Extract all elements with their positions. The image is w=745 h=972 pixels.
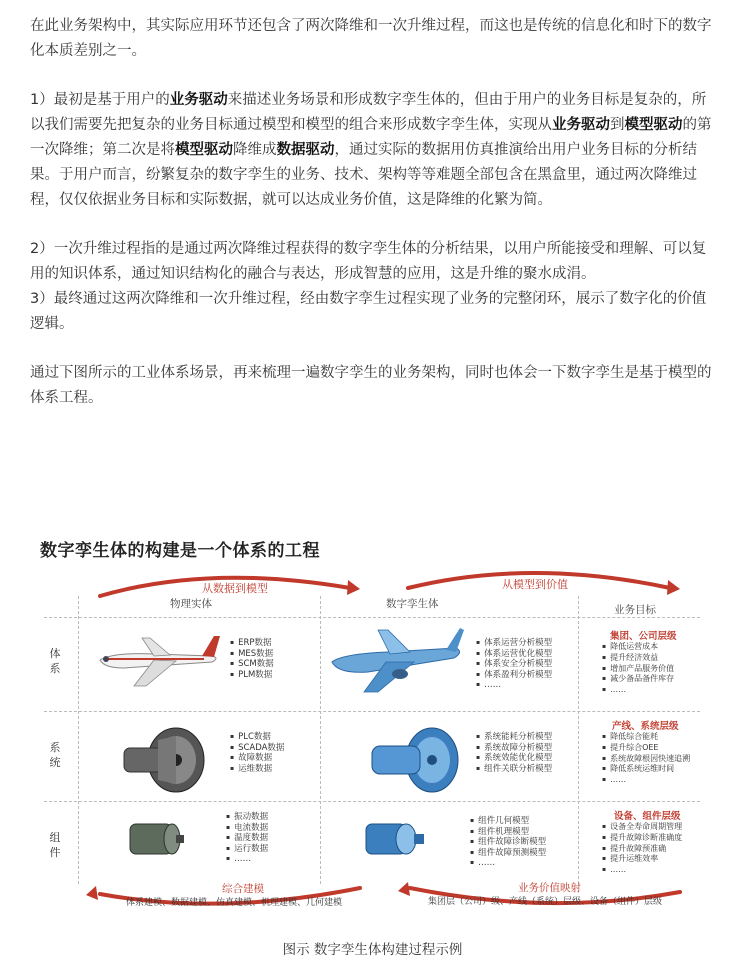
list-item: ▪ …… bbox=[476, 680, 552, 691]
text-span: 来描述业务场景和形成数字孪生体的，但由于用户的业务目标是复杂的，所以我们需要先把复杂的业务目标通过模型和模型的组合来形成数字孪生体，实现从 bbox=[30, 92, 707, 134]
list-item: ▪ 系统故障根因快速追溯 bbox=[602, 754, 690, 765]
list-item: ▪ 体系安全分析模型 bbox=[476, 659, 552, 670]
row-label-component bbox=[48, 830, 62, 860]
list-item: ▪ ERP数据 bbox=[230, 638, 274, 649]
bold-data-driven: 数据驱动 bbox=[276, 141, 335, 158]
bold-business-driven: 业务驱动 bbox=[169, 92, 228, 109]
arc-label-model-to-value: 从模型到价值 bbox=[502, 578, 568, 591]
grid-line bbox=[320, 596, 321, 884]
grid-line bbox=[44, 617, 700, 618]
list-item: ▪ 组件故障诊断模型 bbox=[470, 837, 546, 848]
paragraph-first-point bbox=[30, 88, 714, 212]
list-item: ▪ 降低运营成本 bbox=[602, 642, 674, 653]
list-item: ▪ MES数据 bbox=[230, 649, 274, 660]
list-item: ▪ 运行数据 bbox=[226, 844, 268, 855]
row-label-text: 体系 bbox=[49, 647, 61, 675]
bottom-text-modeling-types: 体系建模、数据建模、仿真建模、机理建模、几何建模 bbox=[126, 898, 343, 908]
list-item: ▪ 体系运营优化模型 bbox=[476, 649, 552, 660]
list-item: ▪ …… bbox=[602, 865, 682, 876]
bottom-arcs bbox=[30, 866, 714, 916]
digital-model-list-row3 bbox=[470, 816, 546, 869]
paragraph-third-point: 3）最终通过这两次降维和一次升维过程，经由数字孪生过程实现了业务的完整闭环，展示了数字化的价值逻辑。 bbox=[30, 290, 707, 332]
article-body bbox=[30, 14, 714, 411]
paragraph-figure-intro: 通过下图所示的工业体系场景，再来梳理一遍数字孪生的业务架构，同时也体会一下数字孪生是基于模型的体系工程。 bbox=[30, 365, 712, 406]
arc-label-data-to-model: 从数据到模型 bbox=[202, 582, 268, 595]
physical-data-list-row2 bbox=[230, 732, 284, 774]
list-item: ▪ 故障数据 bbox=[230, 753, 284, 764]
grid-line bbox=[44, 711, 700, 712]
text-span: 1）最初是基于用户的 bbox=[30, 92, 170, 109]
goal-list-row2 bbox=[602, 732, 690, 786]
text-span: 降维成 bbox=[233, 141, 277, 158]
figure-caption: 图示 数字孪生体构建过程示例 bbox=[282, 942, 463, 958]
airplane-photo bbox=[94, 624, 224, 694]
bold-model-driven: 模型驱动 bbox=[175, 141, 233, 158]
text-span: 到 bbox=[610, 117, 625, 134]
bottom-label-integrated-modeling: 综合建模 bbox=[222, 883, 264, 895]
turbine-engine-photo bbox=[114, 720, 210, 800]
grid-line bbox=[44, 801, 700, 802]
grid-line bbox=[78, 596, 79, 884]
bottom-label-value-mapping: 业务价值映射 bbox=[518, 882, 581, 894]
digital-model-list-row1 bbox=[476, 638, 552, 691]
list-item: ▪ …… bbox=[470, 858, 546, 869]
motor-component-photo bbox=[126, 814, 186, 864]
list-item: ▪ 系统能耗分析模型 bbox=[476, 732, 552, 743]
bottom-text-levels: 集团层（公司）级、产线（系统）层级、设备（组件）层级 bbox=[428, 897, 663, 907]
list-item: ▪ 组件几何模型 bbox=[470, 816, 546, 827]
list-item: ▪ 组件机理模型 bbox=[470, 827, 546, 838]
list-item: ▪ 设备全寿命周期管理 bbox=[602, 822, 682, 833]
list-item: ▪ 系统效能优化模型 bbox=[476, 753, 552, 764]
list-item: ▪ …… bbox=[226, 854, 268, 865]
list-item: ▪ 降低系统运维时间 bbox=[602, 764, 690, 775]
column-header-physical: 物理实体 bbox=[170, 598, 212, 610]
list-item: ▪ 降低综合能耗 bbox=[602, 732, 690, 743]
bold-business-driven: 业务驱动 bbox=[552, 117, 610, 134]
column-header-goal: 业务目标 bbox=[614, 604, 656, 616]
row-label-text: 系统 bbox=[49, 741, 61, 769]
list-item: ▪ 振动数据 bbox=[226, 812, 268, 823]
list-item: ▪ 体系运营分析模型 bbox=[476, 638, 552, 649]
turbine-model-render bbox=[362, 720, 462, 800]
list-item: ▪ 提升运维效率 bbox=[602, 854, 682, 865]
paragraph-second-point: 2）一次升维过程指的是通过两次降维过程获得的数字孪生体的分析结果，以用户所能接受和理解、可以复用的知识体系，通过知识结构化的融合与表达，形成智慧的应用，这是升维的聚水成涓。 bbox=[30, 241, 707, 282]
digital-model-list-row2 bbox=[476, 732, 552, 774]
list-item: ▪ …… bbox=[602, 775, 690, 786]
component-model-render bbox=[360, 814, 430, 864]
list-item: ▪ SCM数据 bbox=[230, 659, 274, 670]
bold-model-driven: 模型驱动 bbox=[624, 117, 683, 134]
list-item: ▪ 提升故障诊断准确度 bbox=[602, 833, 682, 844]
list-item: ▪ 增加产品服务价值 bbox=[602, 664, 674, 675]
figure-digital-twin bbox=[30, 526, 714, 926]
list-item: ▪ 提升故障预准确 bbox=[602, 844, 682, 855]
list-item: ▪ …… bbox=[602, 685, 674, 696]
goal-title-row1: 集团、公司层级 bbox=[610, 631, 677, 642]
list-item: ▪ 系统故障分析模型 bbox=[476, 743, 552, 754]
list-item: ▪ PLC数据 bbox=[230, 732, 284, 743]
list-item: ▪ 组件关联分析模型 bbox=[476, 764, 552, 775]
top-arcs bbox=[30, 526, 714, 606]
list-item: ▪ PLM数据 bbox=[230, 670, 274, 681]
text-span: 的第一次降维；第二次是将 bbox=[30, 117, 712, 158]
row-label-system bbox=[48, 740, 62, 770]
goal-title-row3: 设备、组件层级 bbox=[614, 811, 681, 822]
row-label-system-of-systems bbox=[48, 646, 62, 676]
list-item: ▪ SCADA数据 bbox=[230, 743, 284, 754]
list-item: ▪ 运维数据 bbox=[230, 764, 284, 775]
grid-line bbox=[578, 596, 579, 884]
list-item: ▪ 提升综合OEE bbox=[602, 743, 690, 754]
airplane-model-render bbox=[328, 622, 468, 698]
paragraph-intro: 在此业务架构中，其实际应用环节还包含了两次降维和一次升维过程，而这也是传统的信息化和时下的数字化本质差别之一。 bbox=[30, 18, 712, 59]
list-item: ▪ 提升经济效益 bbox=[602, 653, 674, 664]
list-item: ▪ 温度数据 bbox=[226, 833, 268, 844]
list-item: ▪ 电流数据 bbox=[226, 823, 268, 834]
list-item: ▪ 组件故障预测模型 bbox=[470, 848, 546, 859]
row-label-text: 组件 bbox=[49, 831, 61, 859]
physical-data-list-row1 bbox=[230, 638, 274, 680]
list-item: ▪ 体系盈利分析模型 bbox=[476, 670, 552, 681]
list-item: ▪ 减少备品备件库存 bbox=[602, 674, 674, 685]
goal-list-row1 bbox=[602, 642, 674, 696]
goal-title-row2: 产线、系统层级 bbox=[612, 721, 679, 732]
column-header-digital: 数字孪生体 bbox=[386, 598, 439, 610]
figure-title: 数字孪生体的构建是一个体系的工程 bbox=[40, 541, 320, 561]
text-span: ，通过实际的数据用仿真推演给出用户业务目标的分析结果。于用户而言，纷繁复杂的数字孪生的业务、技术、架构等等难题全部包含在黑盒里，通过两次降维过程，仅仅依据业务目标和实际数据，就可以达成业务价值，这是降维的化繁为简。 bbox=[30, 141, 697, 208]
physical-data-list-row3 bbox=[226, 812, 268, 865]
